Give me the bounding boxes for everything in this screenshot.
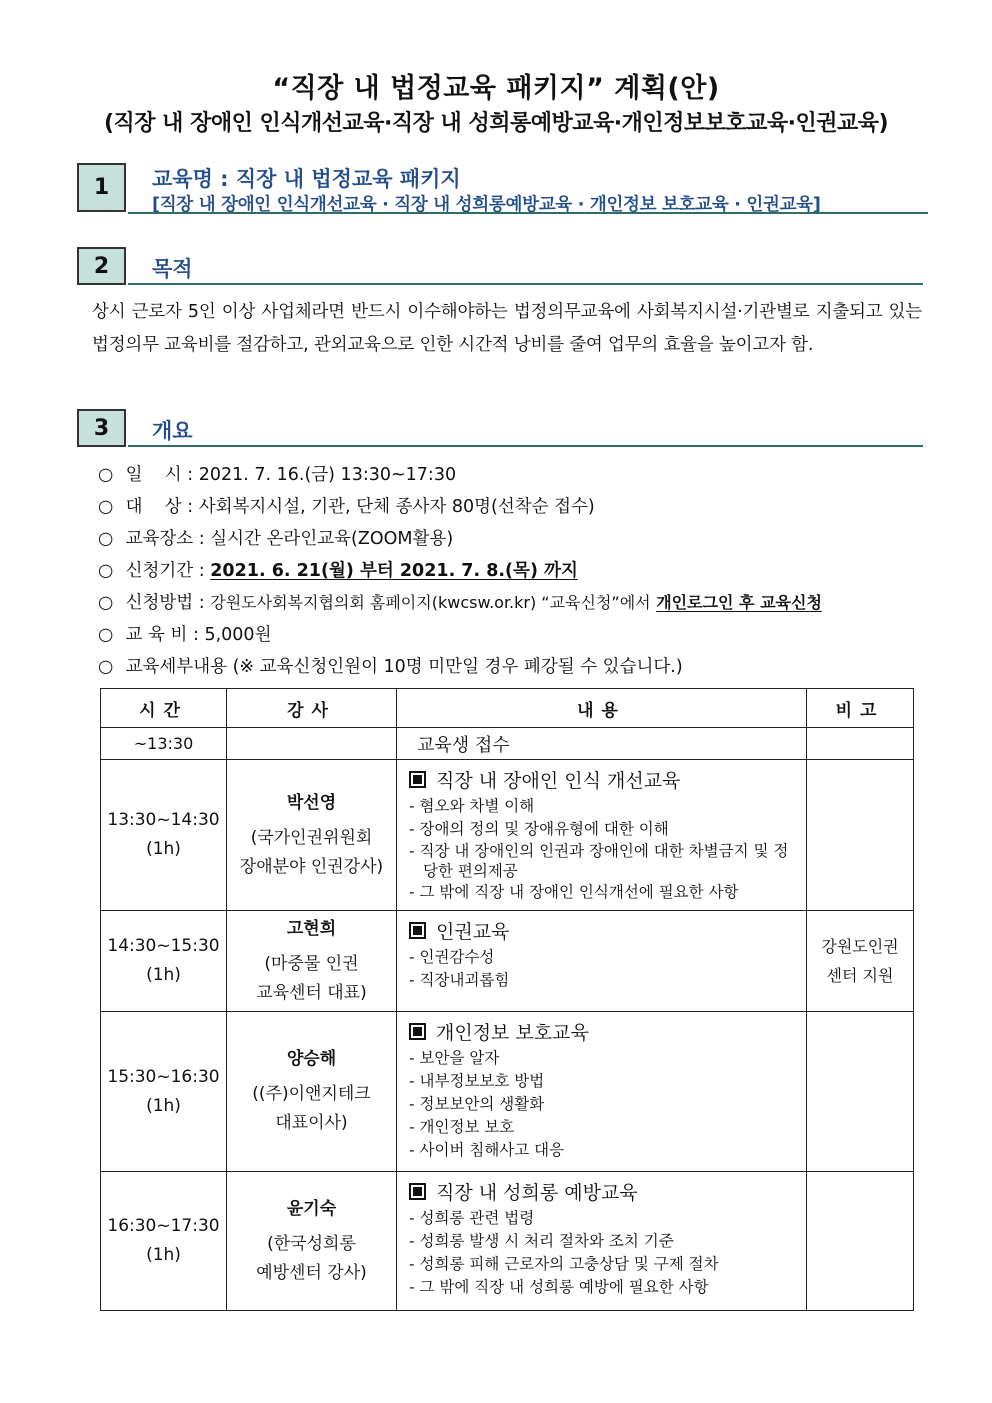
- document-title: “직장 내 법정교육 패키지” 계획(안): [272, 73, 720, 104]
- overview-label: 교 육 비 :: [125, 625, 199, 645]
- overview-value: 사회복지시설, 기관, 단체 종사자 80명(선착순 접수): [198, 497, 595, 517]
- time-cell: [101, 911, 227, 1012]
- course-title: 인권교육: [436, 921, 510, 943]
- course-title: 직장 내 장애인 인식 개선교육: [436, 770, 681, 792]
- duration: (1h): [146, 1245, 181, 1265]
- content-cell: 교육생 접수: [397, 728, 807, 760]
- instructor-cell: [227, 728, 397, 760]
- table-row: [101, 728, 914, 760]
- table-row: [101, 760, 914, 911]
- overview-value-emphasis: 개인로그인 후 교육신청: [656, 593, 822, 612]
- section-title-purpose: 목적: [152, 257, 193, 281]
- overview-label: 일 시 :: [125, 465, 194, 485]
- course-item: - 성희롱 발생 시 처리 절차와 조치 기준: [409, 1232, 674, 1250]
- course-item: - 정보보안의 생활화: [409, 1095, 545, 1113]
- overview-label: 신청기간 :: [125, 561, 205, 581]
- purpose-text: 상시 근로자 5인 이상 사업체라면 반드시 이수해야하는 법정의무교육에 사회복지시설·기관별로 지출되고 있는 법정의무 교육비를 절감하고, 관외교육으로 인한 시간적 낭비를 줄여 업무의 효율을 높이고자 함.: [92, 302, 922, 355]
- bullet-circle: ○: [98, 593, 114, 613]
- course-item: - 보안을 알자: [409, 1049, 500, 1067]
- overview-fee: [98, 621, 271, 646]
- schedule-table: [100, 688, 914, 1311]
- instructor-org: 대표이사): [275, 1113, 348, 1133]
- course-title: 직장 내 성희롱 예방교육: [436, 1182, 638, 1204]
- course-item: - 성희롱 관련 법령: [409, 1209, 535, 1227]
- instructor-org: (한국성희롱: [267, 1233, 356, 1254]
- time-cell: [101, 1012, 227, 1172]
- instructor-cell: [227, 911, 397, 1012]
- course-item: - 성희롱 피해 근로자의 고충상담 및 구제 절차: [409, 1255, 719, 1273]
- overview-detail: [98, 653, 683, 678]
- course-item: - 직장내괴롭힘: [409, 971, 510, 989]
- note-cell: [807, 728, 914, 760]
- bullet-circle: ○: [98, 657, 114, 677]
- bullet-circle: ○: [98, 465, 114, 485]
- time-cell: ~13:30: [101, 728, 227, 760]
- course-item: - 인권감수성: [409, 948, 495, 966]
- overview-value: 실시간 온라인교육(ZOOM활용): [210, 529, 454, 549]
- instructor-name: 박선영: [286, 792, 337, 813]
- course-item: - 사이버 침해사고 대응: [409, 1141, 565, 1159]
- filled-square-icon: [409, 1183, 426, 1200]
- document-subtitle: (직장 내 장애인 인식개선교육·직장 내 성희롱예방교육·개인정보보호교육·인권교육): [103, 111, 889, 136]
- instructor-org: 장애분야 인권강사): [239, 856, 384, 877]
- overview-label: 대 상 :: [125, 497, 194, 517]
- time-range: 14:30~15:30: [107, 936, 220, 956]
- content-cell: [397, 1012, 807, 1172]
- overview-label: 신청방법 :: [125, 593, 205, 613]
- bullet-circle: ○: [98, 561, 114, 581]
- overview-method: [98, 589, 822, 614]
- section-title-overview: 개요: [152, 419, 193, 443]
- section-number-3: 3: [77, 409, 126, 447]
- note-cell: [807, 1012, 914, 1172]
- overview-value: 강원도사회복지협의회 홈페이지(kwcsw.or.kr) “교육신청”에서: [210, 593, 651, 612]
- header-note: 비고: [807, 689, 914, 728]
- course-title: 개인정보 보호교육: [436, 1022, 589, 1044]
- course-item: - 직장 내 장애인의 인권과 장애인에 대한 차별금지 및 정당한 편의제공: [409, 842, 789, 880]
- instructor-name: 윤기숙: [286, 1198, 337, 1219]
- header-time: 시간: [101, 689, 227, 728]
- course-item: - 개인정보 보호: [409, 1118, 515, 1136]
- content-cell: [397, 1172, 807, 1311]
- bullet-circle: ○: [98, 529, 114, 549]
- instructor-org: (국가인권위원회: [250, 827, 373, 848]
- content-cell: [397, 760, 807, 911]
- filled-square-icon: [409, 771, 426, 788]
- overview-label: 교육장소 :: [125, 529, 205, 549]
- filled-square-icon: [409, 1023, 426, 1040]
- duration: (1h): [146, 965, 181, 985]
- section-divider: [128, 212, 928, 214]
- overview-value: 2021. 7. 16.(금) 13:30~17:30: [198, 465, 457, 485]
- course-item: - 혐오와 차별 이해: [409, 797, 535, 815]
- duration: (1h): [146, 1095, 181, 1116]
- education-subtitle: [직장 내 장애인 인식개선교육 · 직장 내 성희롱예방교육 · 개인정보 보호교육 · 인권교육]: [152, 195, 821, 215]
- section-number-1: 1: [77, 163, 126, 212]
- time-range: 15:30~16:30: [107, 1066, 220, 1087]
- education-name: 교육명 : 직장 내 법정교육 패키지: [152, 167, 461, 191]
- section-number-2: 2: [77, 247, 126, 285]
- instructor-org: (마중물 인권: [264, 953, 359, 974]
- table-row: [101, 1172, 914, 1311]
- overview-place: [98, 525, 453, 550]
- table-row: [101, 911, 914, 1012]
- time-range: 16:30~17:30: [107, 1216, 220, 1236]
- instructor-cell: [227, 1172, 397, 1311]
- header-instructor: 강사: [227, 689, 397, 728]
- course-item: - 그 밖에 직장 내 장애인 인식개선에 필요한 사항: [409, 883, 739, 901]
- bullet-circle: ○: [98, 625, 114, 645]
- overview-date: [98, 461, 456, 486]
- section-divider: [128, 283, 923, 285]
- course-item: - 장애의 정의 및 장애유형에 대한 이해: [409, 820, 669, 838]
- note-text: 강원도인권: [821, 937, 899, 956]
- table-row: [101, 1012, 914, 1172]
- course-item: - 그 밖에 직장 내 성희롱 예방에 필요한 사항: [409, 1278, 709, 1296]
- instructor-cell: [227, 760, 397, 911]
- header-content: 내용: [397, 689, 807, 728]
- instructor-name: 고현희: [286, 918, 337, 939]
- duration: (1h): [146, 839, 181, 859]
- bullet-circle: ○: [98, 497, 114, 517]
- time-range: 13:30~14:30: [107, 810, 220, 830]
- overview-period: [98, 557, 578, 582]
- time-cell: [101, 760, 227, 911]
- section-divider: [128, 445, 923, 447]
- note-cell: [807, 760, 914, 911]
- instructor-name: 양승해: [286, 1049, 337, 1069]
- instructor-org: ((주)이앤지테크: [252, 1084, 371, 1104]
- filled-square-icon: [409, 922, 426, 939]
- instructor-org: 교육센터 대표): [256, 982, 367, 1003]
- overview-label: 교육세부내용: [125, 657, 228, 677]
- content-cell: [397, 911, 807, 1012]
- overview-value-emphasis: 2021. 6. 21(월) 부터 2021. 7. 8.(목) 까지: [210, 561, 578, 581]
- overview-value: (※ 교육신청인원이 10명 미만일 경우 폐강될 수 있습니다.): [232, 657, 683, 677]
- course-item: - 내부정보보호 방법: [409, 1072, 545, 1090]
- instructor-cell: [227, 1012, 397, 1172]
- table-header-row: [101, 689, 914, 728]
- overview-target: [98, 493, 595, 518]
- overview-value: 5,000원: [204, 625, 272, 645]
- note-text: 센터 지원: [826, 966, 894, 985]
- note-cell: [807, 1172, 914, 1311]
- note-cell: [807, 911, 914, 1012]
- instructor-org: 예방센터 강사): [256, 1262, 367, 1283]
- time-cell: [101, 1172, 227, 1311]
